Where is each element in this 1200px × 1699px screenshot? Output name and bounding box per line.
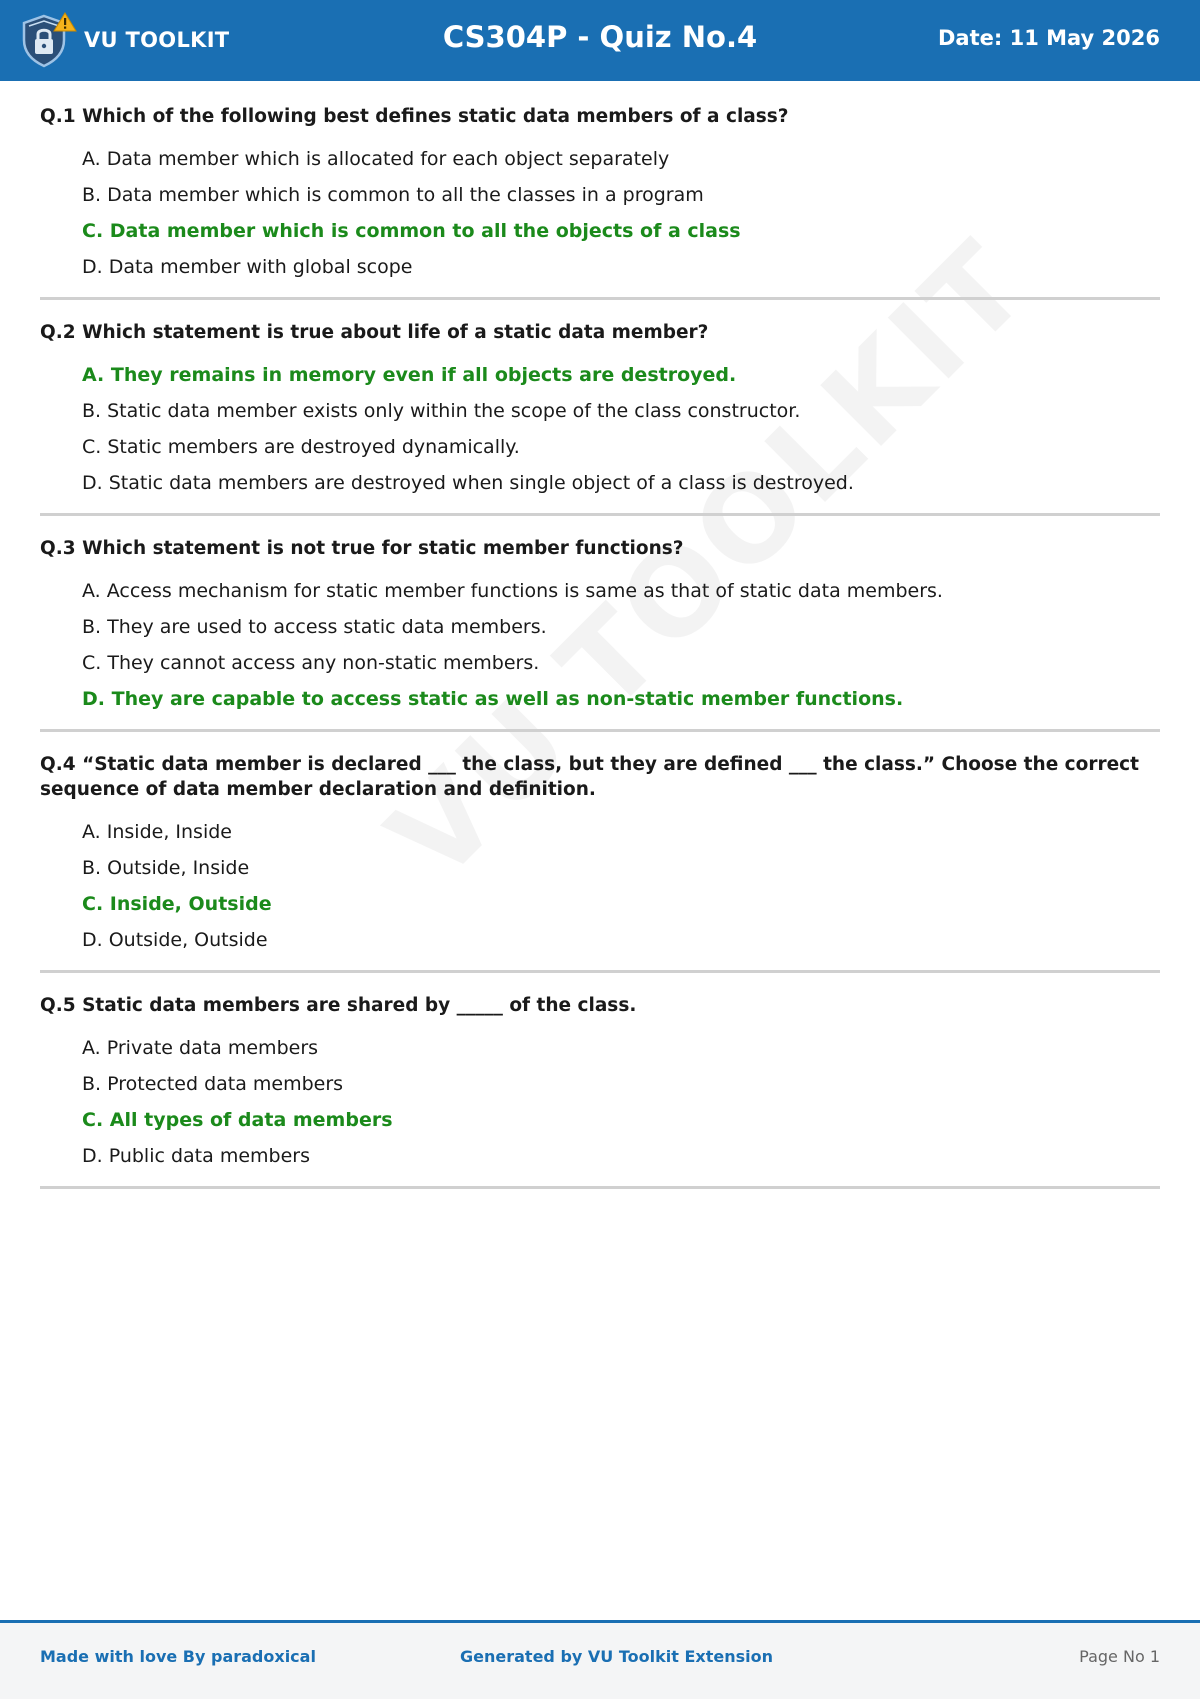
question-block — [40, 993, 1160, 1189]
answer-option: C. Static members are destroyed dynamically. — [82, 436, 520, 458]
answer-option: D. Outside, Outside — [82, 929, 268, 951]
answer-option: D. Static data members are destroyed when single object of a class is destroyed. — [82, 472, 854, 494]
footer-generated-by: Generated by VU Toolkit Extension — [460, 1647, 773, 1666]
question-block — [40, 320, 1160, 516]
question-text: Q.5 Static data members are shared by _____ of the class. — [40, 995, 637, 1016]
question-list — [40, 104, 1160, 1209]
correct-option: C. All types of data members — [82, 1109, 393, 1131]
question-block — [40, 536, 1160, 732]
question-text: Q.2 Which statement is true about life of a static data member? — [40, 322, 709, 343]
answer-option: A. Data member which is allocated for each object separately — [82, 148, 670, 170]
correct-option: C. Data member which is common to all the objects of a class — [82, 220, 741, 242]
question-text: Q.3 Which statement is not true for static member functions? — [40, 538, 684, 559]
page-number: Page No 1 — [1079, 1647, 1160, 1666]
answer-option: A. Inside, Inside — [82, 821, 232, 843]
answer-option: D. Public data members — [82, 1145, 310, 1167]
answer-option: D. Data member with global scope — [82, 256, 413, 278]
quiz-date: Date: 11 May 2026 — [938, 26, 1160, 50]
page-title: CS304P - Quiz No.4 — [442, 20, 758, 54]
answer-option: B. Static data member exists only within the scope of the class constructor. — [82, 400, 801, 422]
question-text: Q.4 “Static data member is declared ___ the class, but they are defined ___ the class.” Choose the correct sequence of data member declaration and definition. — [40, 754, 1139, 800]
page-footer — [0, 1620, 1200, 1699]
question-block — [40, 104, 1160, 300]
correct-option: C. Inside, Outside — [82, 893, 272, 915]
answer-option: C. They cannot access any non-static members. — [82, 652, 540, 674]
correct-option: A. They remains in memory even if all objects are destroyed. — [82, 364, 737, 386]
answer-option: B. Protected data members — [82, 1073, 344, 1095]
answer-option: B. Outside, Inside — [82, 857, 250, 879]
correct-option: D. They are capable to access static as well as non-static member functions. — [82, 688, 904, 710]
brand-name: VU TOOLKIT — [84, 28, 230, 52]
question-block — [40, 752, 1160, 973]
page-header — [0, 0, 1200, 81]
answer-option: B. They are used to access static data members. — [82, 616, 547, 638]
answer-option: B. Data member which is common to all the classes in a program — [82, 184, 704, 206]
question-text: Q.1 Which of the following best defines static data members of a class? — [40, 106, 789, 127]
footer-credit: Made with love By paradoxical — [40, 1647, 316, 1666]
answer-option: A. Access mechanism for static member functions is same as that of static data members. — [82, 580, 943, 602]
answer-option: A. Private data members — [82, 1037, 319, 1059]
